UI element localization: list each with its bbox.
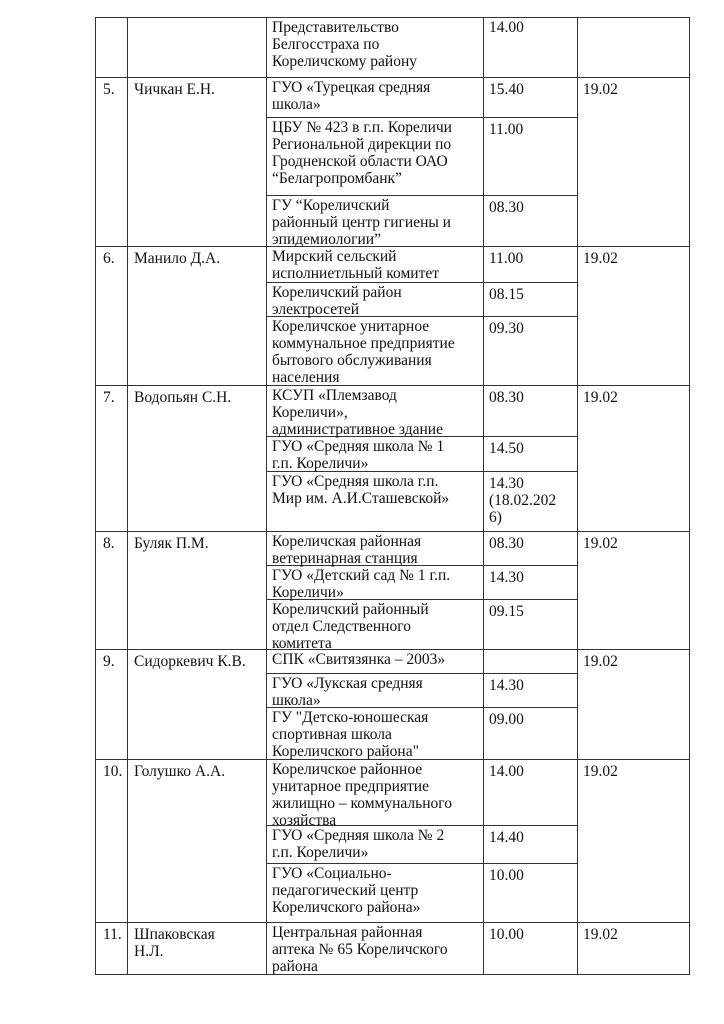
row-number: 9.	[103, 653, 115, 670]
row-border	[95, 922, 690, 923]
organization-name: ЦБУ № 423 в г.п. Кореличи Региональной дирекции по Гродненской области ОАО “Белагропромбанк”	[272, 119, 452, 187]
row-border	[95, 77, 690, 78]
visit-time: 14.30 (18.02.202 6)	[489, 475, 557, 526]
organization-name: Кореличское унитарное коммунальное предприятие бытового обслуживания населения	[272, 318, 455, 386]
visit-time: 08.15	[489, 286, 524, 303]
visit-time: 08.30	[489, 535, 524, 552]
person-name: Чичкан Е.Н.	[134, 81, 215, 98]
row-number: 11.	[103, 926, 122, 943]
visit-time: 09.30	[489, 320, 524, 337]
column-border	[266, 17, 267, 975]
organization-name: ГУО «Средняя школа № 1 г.п. Кореличи»	[272, 438, 445, 472]
column-border	[483, 17, 484, 975]
organization-name: Кореличский район электросетей	[272, 284, 402, 318]
person-name: Сидоркевич К.В.	[134, 653, 246, 670]
visit-time: 11.00	[489, 121, 524, 138]
organization-name: ГУО «Лукская средняя школа»	[272, 675, 423, 709]
sub-row-border	[266, 282, 578, 283]
person-name: Буляк П.М.	[134, 535, 209, 552]
sub-row-border	[266, 195, 578, 196]
visit-time: 14.50	[489, 440, 524, 457]
organization-name: Кореличская районная ветеринарная станция	[272, 533, 422, 567]
row-number: 6.	[103, 250, 115, 267]
visit-date: 19.02	[583, 389, 618, 406]
sub-row-border	[266, 863, 578, 864]
organization-name: ГУ "Детско-юношеская спортивная школа Кореличского района"	[272, 709, 429, 760]
person-name: Манило Д.А.	[134, 250, 221, 267]
visit-time: 14.00	[489, 19, 524, 36]
visit-time: 09.00	[489, 711, 524, 728]
organization-name: Мирский сельский исполниетльный комитет	[272, 248, 440, 282]
visit-time: 10.00	[489, 867, 524, 884]
person-name: Голушко А.А.	[134, 763, 226, 780]
organization-name: ГУО «Социально- педагогический центр Кореличского района»	[272, 865, 421, 916]
visit-time: 14.00	[489, 763, 524, 780]
organization-name: Кореличский районный отдел Следственного комитета	[272, 601, 429, 652]
visit-time: 08.30	[489, 389, 524, 406]
row-number: 8.	[103, 535, 115, 552]
organization-name: Кореличское районное унитарное предприятие жилищно – коммунального хозяйства	[272, 761, 452, 829]
organization-name: ГУО «Средняя школа г.п. Мир им. А.И.Сташевской»	[272, 473, 450, 507]
row-number: 10.	[103, 763, 123, 780]
column-border	[127, 17, 128, 975]
column-border	[577, 17, 578, 975]
visit-time: 14.40	[489, 829, 524, 846]
visit-date: 19.02	[583, 763, 618, 780]
sub-row-border	[266, 673, 578, 674]
organization-name: ГУО «Детский сад № 1 г.п. Кореличи»	[272, 567, 451, 601]
column-border	[689, 17, 690, 975]
row-border	[95, 531, 690, 532]
visit-time: 14.30	[489, 569, 524, 586]
organization-name: СПК «Свитязянка – 2003»	[272, 651, 446, 668]
visit-time: 08.30	[489, 199, 524, 216]
row-number: 7.	[103, 389, 115, 406]
visit-time: 10.00	[489, 926, 524, 943]
organization-name: ГУ “Кореличский районный центр гигиены и эпидемиологии”	[272, 197, 451, 248]
organization-name: ГУО «Средняя школа № 2 г.п. Кореличи»	[272, 827, 445, 861]
visit-time: 11.00	[489, 250, 524, 267]
visit-time: 15.40	[489, 81, 524, 98]
organization-name: Представительство Белгосстраха по Кореличскому району	[272, 19, 418, 70]
organization-name: КСУП «Племзавод Кореличи», административное здание	[272, 387, 443, 438]
organization-name: ГУО «Турецкая средняя школа»	[272, 79, 431, 113]
sub-row-border	[266, 117, 578, 118]
visit-time: 09.15	[489, 603, 524, 620]
visit-time: 14.30	[489, 677, 524, 694]
person-name: Шпаковская Н.Л.	[134, 926, 215, 960]
column-border	[95, 17, 96, 975]
visit-date: 19.02	[583, 653, 618, 670]
visit-date: 19.02	[583, 926, 618, 943]
visit-date: 19.02	[583, 81, 618, 98]
organization-name: Центральная районная аптека № 65 Кореличского района	[272, 924, 448, 975]
table-border	[95, 17, 690, 18]
visit-date: 19.02	[583, 250, 618, 267]
person-name: Водопьян С.Н.	[134, 389, 232, 406]
visit-date: 19.02	[583, 535, 618, 552]
row-number: 5.	[103, 81, 115, 98]
